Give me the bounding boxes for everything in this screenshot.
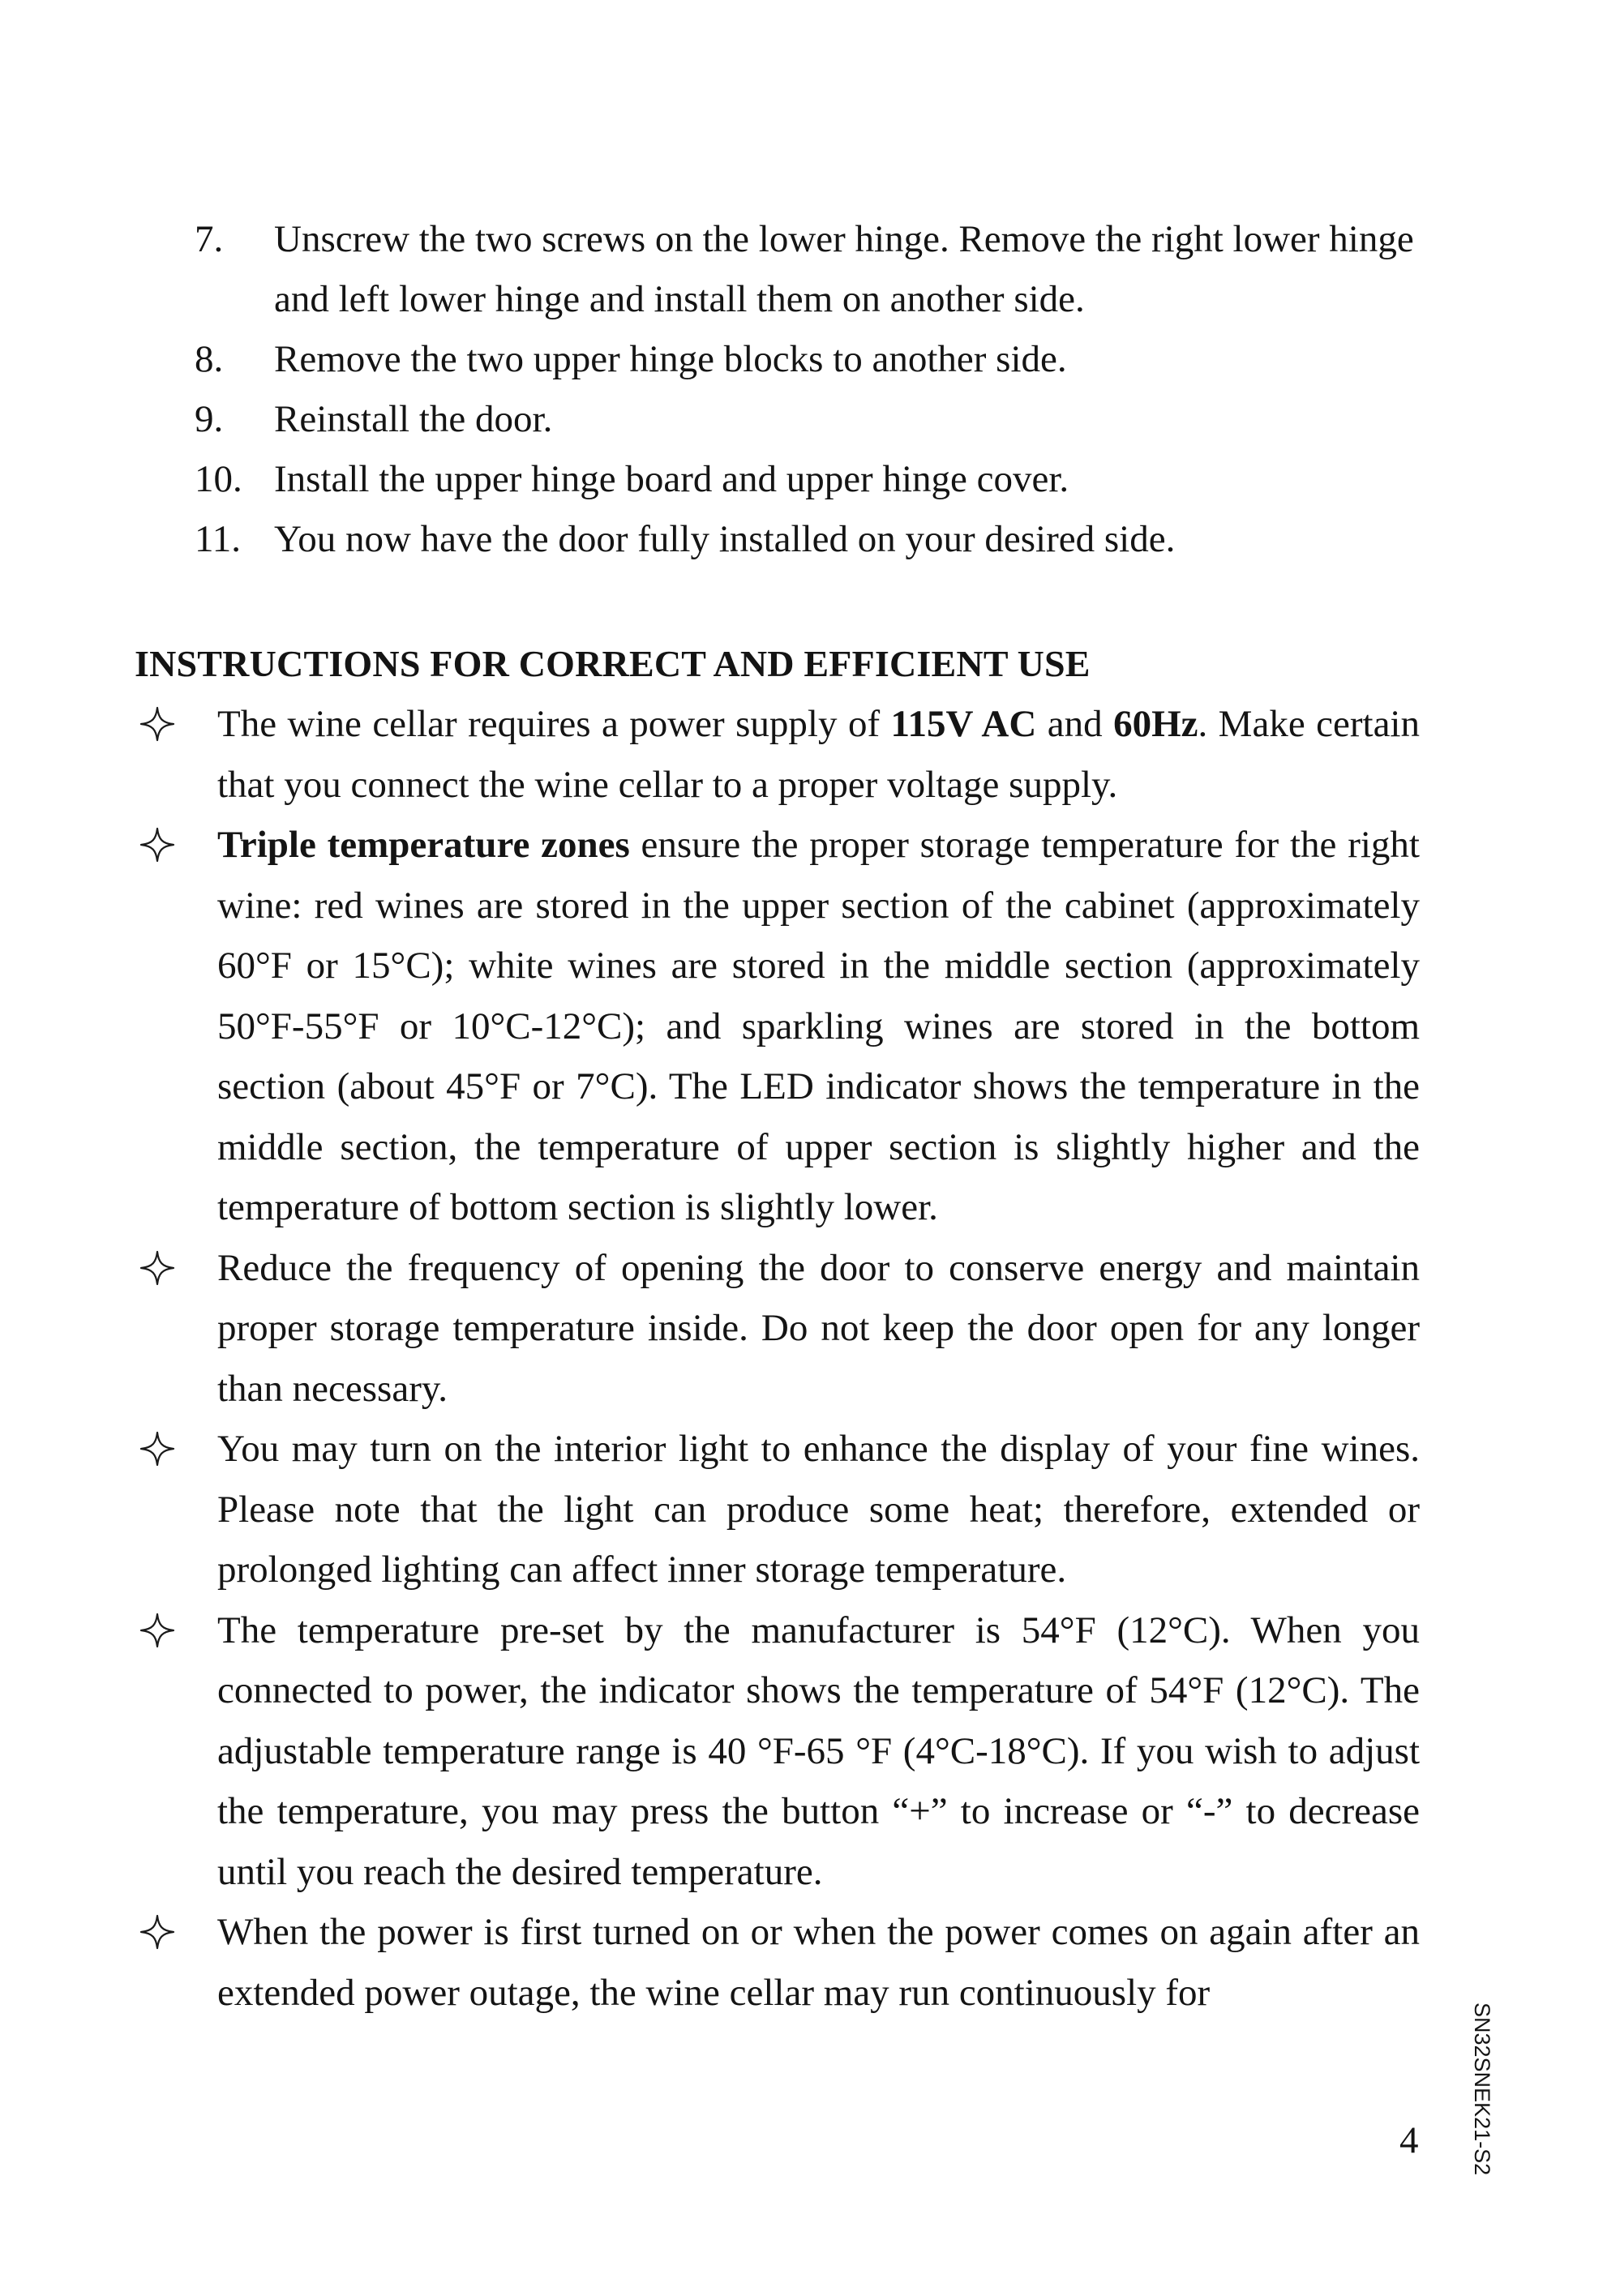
bullet-text: [217, 694, 1420, 815]
four-point-star-outline-icon: [139, 1431, 175, 1467]
four-point-star-outline-icon: [139, 1914, 175, 1950]
step-text: You now have the door fully installed on your desired side.: [274, 518, 1176, 560]
page-number: 4: [1399, 2119, 1419, 2161]
section-heading: INSTRUCTIONS FOR CORRECT AND EFFICIENT USE: [135, 643, 1091, 684]
bullet-text: When the power is first turned on or when the power comes on again after an extended power outage, the wine cellar may run continuously for: [217, 1911, 1420, 2014]
usage-instructions-list: [135, 694, 1420, 2023]
bullet-power-on: [135, 1902, 1420, 2023]
step-item: [195, 209, 1435, 329]
bullet-text: You may turn on the interior light to enhance the display of your fine wines. Please note that the light can produce some heat; therefore, extended or prolonged lighting can affect inner storage temperature.: [217, 1428, 1420, 1591]
bullet-text: Reduce the frequency of opening the door to conserve energy and maintain proper storage temperature inside. Do not keep the door open for any longer than necessary.: [217, 1246, 1420, 1410]
bullet-temperature-zones: [135, 815, 1420, 1238]
step-number: 7.: [195, 218, 224, 260]
text-run: The wine cellar requires a power supply of: [217, 703, 891, 745]
step-text: Reinstall the door.: [274, 398, 553, 440]
door-reversal-steps: [195, 209, 1435, 569]
bullet-door-opening: [135, 1238, 1420, 1420]
bullet-power-supply: [135, 694, 1420, 815]
step-item: [195, 329, 1435, 389]
bullet-preset-temperature: [135, 1600, 1420, 1903]
four-point-star-outline-icon: [139, 827, 175, 863]
step-number: 10.: [195, 458, 242, 500]
document-code: SN32SNEK21-S2: [1470, 2003, 1494, 2176]
voltage-value: 115V AC: [890, 703, 1037, 745]
emphasis-term: Triple temperature zones: [217, 824, 630, 866]
step-item: [195, 449, 1435, 509]
bullet-interior-light: [135, 1419, 1420, 1600]
bullet-text: [217, 815, 1420, 1238]
four-point-star-outline-icon: [139, 706, 175, 742]
step-text: Install the upper hinge board and upper hinge cover.: [274, 458, 1069, 500]
step-number: 9.: [195, 398, 224, 440]
text-run: ensure the proper storage temperature for the right wine: red wines are stored in the upper section of the cabinet (approximately 60°F or 15°C); white wines are stored in the middle section (approximately 50°F-55°F or 10°C-12°C); and sparkling wines are stored in the bottom section (about 45°F or 7°C). The LED indicator shows the temperature in the middle section, the temperature of upper section is slightly higher and the temperature of bottom section is slightly lower.: [217, 824, 1420, 1228]
four-point-star-outline-icon: [139, 1613, 175, 1648]
four-point-star-outline-icon: [139, 1250, 175, 1286]
frequency-value: 60Hz: [1113, 703, 1198, 745]
step-number: 11.: [195, 518, 242, 560]
text-run: and: [1036, 703, 1114, 745]
step-item: [195, 389, 1435, 449]
text-run: . Make certain that you connect the wine cellar to a proper voltage supply.: [217, 703, 1420, 806]
step-item: [195, 509, 1435, 569]
bullet-text: The temperature pre-set by the manufacturer is 54°F (12°C). When you connected to power, the indicator shows the temperature of 54°F (12°C). The adjustable temperature range is 40 °F-65 °F (4°C-18°C). If you wish to adjust the temperature, you may press the button “+” to increase or “-” to decrease until you reach the desired temperature.: [217, 1608, 1420, 1893]
step-text: Remove the two upper hinge blocks to another side.: [274, 338, 1067, 380]
step-text: Unscrew the two screws on the lower hinge. Remove the right lower hinge and left lower hinge and install them on another side.: [274, 218, 1414, 320]
step-number: 8.: [195, 338, 224, 380]
document-code-vertical: [1466, 2003, 1498, 2176]
